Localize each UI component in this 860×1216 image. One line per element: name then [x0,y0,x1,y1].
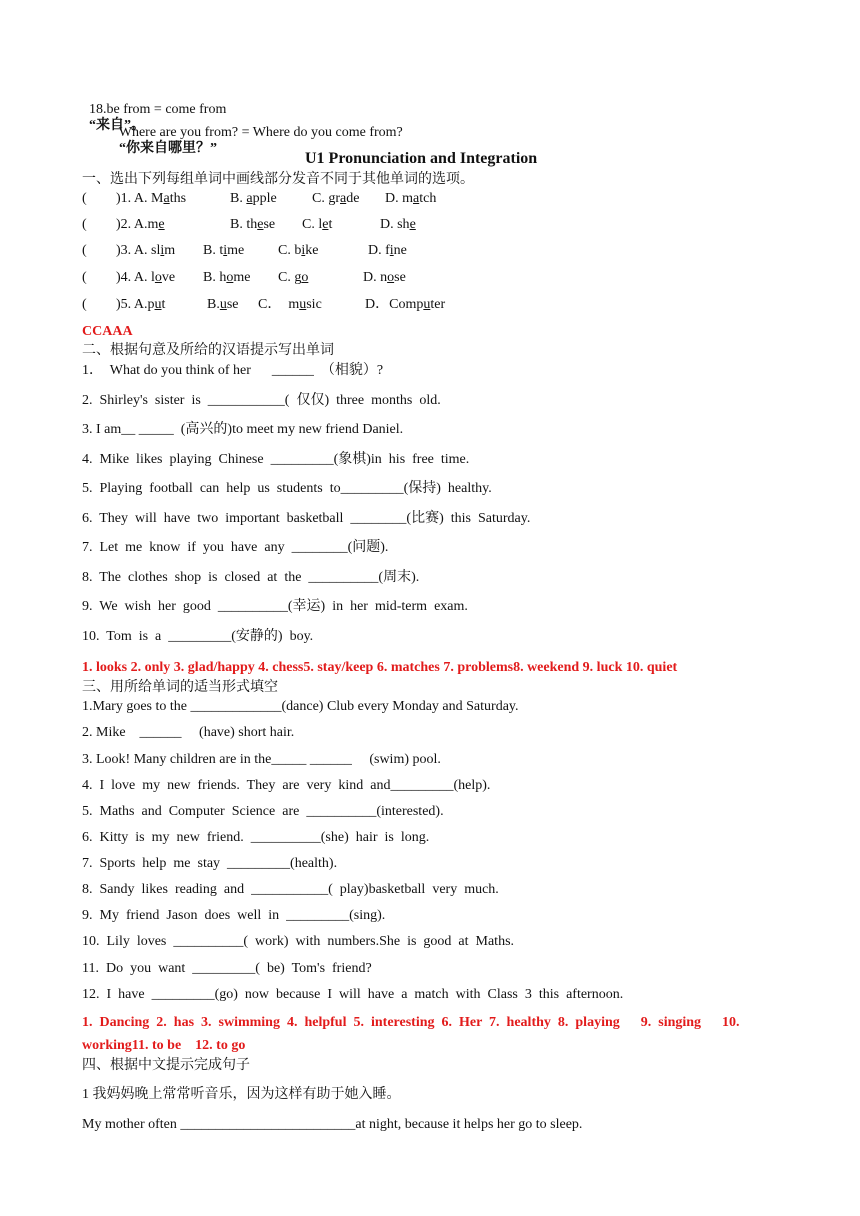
option-prefix: D．Comp [365,297,424,312]
option-text [363,270,406,286]
option-text [380,217,416,233]
option-prefix: B. th [230,217,258,232]
underlined-letter: o [387,270,395,285]
option-a [116,297,165,313]
answer-key: 1. Dancing 2. has 3. swimming 4. helpful 5. interesting 6. Her 7. healthy 8. playing 9. singing 10. [82,1015,740,1030]
option-prefix: D. n [363,270,388,285]
question-item: 10. Lily loves __________( work) with numbers.She is good at Maths. [82,934,515,949]
underlined-letter: a [246,191,253,206]
question-item: 4. I love my new friends. They are very kind and_________(help). [82,778,491,793]
option-text [203,270,250,286]
intro-translation: “你来自哪里？” [119,141,217,156]
option-text [368,243,407,259]
option-suffix: ke [305,243,319,258]
option-text: )4. [116,270,132,285]
underlined-letter: e [158,217,165,232]
underlined-letter: e [322,217,329,232]
option-prefix: C. g [278,270,302,285]
option-text: )2. [116,217,132,232]
answer-key: working11. to be 12. to go [82,1038,246,1053]
option-prefix: D. f [368,243,390,258]
option-text: A. M [133,191,164,206]
section-heading: 四、根据中文提示完成句子 [82,1058,250,1073]
option-a [116,217,165,233]
option-a [116,243,175,259]
option-a [116,191,186,207]
underlined-letter: o [226,270,234,285]
underlined-letter: u [154,297,162,312]
option-suffix: sic [306,297,322,312]
option-text [278,270,308,286]
question-item: 1.Mary goes to the _____________(dance) Club every Monday and Saturday. [82,699,519,714]
option-prefix: ( [82,297,87,312]
option-text [82,297,87,313]
underlined-letter: u [299,297,307,312]
option-text: A.p [133,297,155,312]
question-item: 8. The clothes shop is closed at the __________(周末). [82,570,420,585]
option-text: m [164,243,176,258]
option-text [203,243,244,259]
option-text [312,191,359,207]
option-text: t [161,297,166,312]
underlined-letter: i [389,243,394,258]
intro-text: 18.be from = come from [89,102,227,117]
option-prefix: B. h [203,270,227,285]
underlined-letter: e [257,217,264,232]
question-item: 2. Mike ______ (have) short hair. [82,725,295,740]
option-text [207,297,239,313]
underlined-letter: i [223,243,228,258]
option-prefix: C． m [258,297,300,312]
underlined-letter: o [154,270,162,285]
question-item: 3. I am__ _____ (高兴的)to meet my new friend Daniel. [82,422,404,437]
option-suffix: tch [419,191,437,206]
underlined-letter: i [160,243,165,258]
option-suffix: se [263,217,276,232]
question-item: 7. Let me know if you have any ________(问题). [82,540,389,555]
question-item: 1． What do you think of her ______ （相貌）? [82,363,384,378]
question-item: 6. Kitty is my new friend. __________(she) hair is long. [82,830,430,845]
option-suffix: de [346,191,360,206]
question-item: 11. Do you want _________( be) Tom's friend? [82,961,372,976]
underlined-letter: u [219,297,227,312]
answer-key: CCAAA [82,324,133,339]
option-suffix: se [226,297,239,312]
option-text: ths [169,191,187,206]
question-item: 6. They will have two important basketball ________(比赛) this Saturday. [82,511,531,526]
option-a [116,270,175,286]
question-item: 10. Tom is a _________(安静的) boy. [82,629,314,644]
question-item: 5. Playing football can help us students to_________(保持) healthy. [82,481,492,496]
option-text: )5. [116,297,132,312]
page-title: U1 Pronunciation and Integration [305,150,538,167]
question-item: My mother often _________________________at night, because it helps her go to sleep. [82,1117,583,1132]
option-text [258,297,322,313]
option-text: )1. [116,191,132,206]
section-heading: 三、用所给单词的适当形式填空 [82,680,278,695]
underlined-letter: u [423,297,431,312]
section-heading: 一、选出下列每组单词中画线部分发音不同于其他单词的选项。 [82,172,474,187]
question-item: 7. Sports help me stay _________(health). [82,856,338,871]
intro-translation: “来自”。 [89,118,145,133]
option-suffix: t [328,217,333,232]
question-item: 2. Shirley's sister is ___________( 仅仅) three months old. [82,393,441,408]
underlined-letter: e [409,217,416,232]
option-prefix: C. gr [312,191,340,206]
question-item: 5. Maths and Computer Science are __________(interested). [82,804,444,819]
option-prefix: C. b [278,243,302,258]
question-item: 3. Look! Many children are in the_____ ______ (swim) pool. [82,752,441,767]
option-text [302,217,332,233]
underlined-letter: o [301,270,309,285]
option-text: A. l [133,270,155,285]
option-text [82,270,87,286]
underlined-letter: a [413,191,420,206]
question-item: 4. Mike likes playing Chinese _________(象棋)in his free time. [82,452,470,467]
intro-text: Where are you from? = Where do you come from? [118,125,403,140]
option-suffix: ter [430,297,446,312]
option-prefix: C. l [302,217,323,232]
question-item: 1 我妈妈晚上常常听音乐，因为这样有助于她入睡。 [82,1087,401,1102]
section-heading: 二、根据句意及所给的汉语提示写出单词 [82,343,334,358]
option-text [82,191,87,207]
underlined-letter: a [340,191,347,206]
option-text: A. sl [133,243,161,258]
option-text [230,191,277,207]
option-prefix: D. sh [380,217,410,232]
option-text: ve [161,270,176,285]
option-prefix: B. t [203,243,224,258]
question-item: 8. Sandy likes reading and ___________( play)basketball very much. [82,882,499,897]
underlined-letter: a [163,191,170,206]
question-item: 12. I have _________(go) now because I will have a match with Class 3 this afternoon. [82,987,624,1002]
option-text [82,217,87,233]
option-suffix: pple [252,191,277,206]
option-prefix: B. [230,191,247,206]
underlined-letter: i [301,243,306,258]
option-text [385,191,436,207]
option-prefix: ( [82,270,87,285]
option-prefix: ( [82,191,87,206]
answer-key: 1. looks 2. only 3. glad/happy 4. chess5. stay/keep 6. matches 7. problems8. weekend 9. luck 10. quiet [82,660,678,675]
option-prefix: D. m [385,191,413,206]
option-text [230,217,275,233]
question-item: 9. My friend Jason does well in _________(sing). [82,908,386,923]
option-text [82,243,87,259]
option-text: )3. [116,243,132,258]
option-text [365,297,445,313]
option-text: A.m [133,217,159,232]
option-suffix: me [227,243,245,258]
option-text [278,243,318,259]
option-suffix: me [233,270,251,285]
question-item: 9. We wish her good __________(幸运) in her mid-term exam. [82,599,468,614]
option-suffix: ne [393,243,407,258]
option-prefix: B. [207,297,220,312]
option-prefix: ( [82,243,87,258]
option-suffix: se [394,270,406,285]
option-prefix: ( [82,217,87,232]
